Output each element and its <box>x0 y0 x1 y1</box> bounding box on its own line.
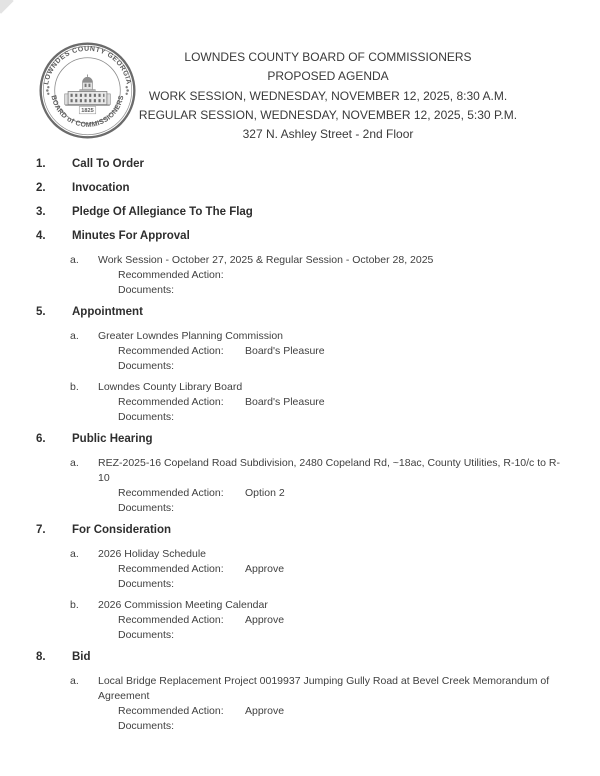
section-title: Pledge Of Allegiance To The Flag <box>72 206 253 218</box>
item-text: Work Session - October 27, 2025 & Regular Session - October 28, 2025 <box>98 254 434 266</box>
recommended-action-row <box>118 486 567 501</box>
documents-row <box>118 410 567 425</box>
item-letter: a. <box>70 457 79 469</box>
agenda-item <box>70 598 567 643</box>
recommended-action-row <box>118 562 567 577</box>
header-line-doc-type: PROPOSED AGENDA <box>267 69 389 84</box>
recommended-action-row <box>118 395 567 410</box>
item-letter: a. <box>70 548 79 560</box>
header-line-org: LOWNDES COUNTY BOARD OF COMMISSIONERS <box>184 50 472 64</box>
documents-value <box>245 628 567 643</box>
agenda-item <box>70 456 567 516</box>
section-title: Public Hearing <box>72 433 153 445</box>
documents-label: Documents: <box>118 578 175 590</box>
agenda-section-appointment <box>36 305 567 425</box>
section-number: 7. <box>36 524 46 536</box>
document-header <box>0 40 600 144</box>
header-line-work-session: WORK SESSION, WEDNESDAY, NOVEMBER 12, 2025, 8:30 A.M. <box>148 88 508 103</box>
section-title: Minutes For Approval <box>72 230 190 242</box>
recommended-action-label: Recommended Action: <box>118 396 224 408</box>
section-title: Call To Order <box>72 158 144 170</box>
agenda-section-call-to-order <box>36 157 567 172</box>
item-text: Lowndes County Library Board <box>98 381 243 393</box>
section-title: Appointment <box>72 306 143 318</box>
documents-value <box>245 501 567 516</box>
documents-row <box>118 719 567 734</box>
agenda-section-pledge <box>36 205 567 220</box>
agenda-body <box>36 150 567 739</box>
recommended-action-label: Recommended Action: <box>118 614 224 626</box>
item-letter: a. <box>70 254 79 266</box>
recommended-action-value <box>245 268 567 283</box>
agenda-item <box>70 547 567 592</box>
recommended-action-value: Approve <box>245 614 285 626</box>
recommended-action-row <box>118 344 567 359</box>
documents-label: Documents: <box>118 411 175 423</box>
item-letter: b. <box>70 599 79 611</box>
item-text: REZ-2025-16 Copeland Road Subdivision, 2480 Copeland Rd, ~18ac, County Utilities, R-10/c to R-10 <box>98 457 560 484</box>
documents-row <box>118 577 567 592</box>
section-number: 3. <box>36 206 46 218</box>
recommended-action-value: Approve <box>245 705 285 717</box>
agenda-item <box>70 329 567 374</box>
section-title: Invocation <box>72 182 130 194</box>
agenda-item <box>70 380 567 425</box>
recommended-action-value: Board's Pleasure <box>245 345 325 357</box>
section-number: 1. <box>36 158 46 170</box>
recommended-action-row <box>118 268 567 283</box>
agenda-item <box>70 674 567 734</box>
seal-left-ornament-icon <box>46 86 49 95</box>
section-number: 8. <box>36 651 46 663</box>
documents-label: Documents: <box>118 720 175 732</box>
documents-value <box>245 410 567 425</box>
section-title: Bid <box>72 651 91 663</box>
agenda-section-bid <box>36 650 567 734</box>
agenda-section-public-hearing <box>36 432 567 516</box>
seal-bottom-text: BOARD of COMMISSIONERS <box>49 94 126 129</box>
scan-corner-artifact <box>0 0 14 14</box>
documents-value <box>245 577 567 592</box>
recommended-action-row <box>118 613 567 628</box>
header-line-address: 327 N. Ashley Street - 2nd Floor <box>242 127 414 142</box>
section-title: For Consideration <box>72 524 172 536</box>
recommended-action-label: Recommended Action: <box>118 345 224 357</box>
agenda-section-minutes <box>36 229 567 298</box>
recommended-action-label: Recommended Action: <box>118 487 224 499</box>
documents-value <box>245 359 567 374</box>
documents-row <box>118 283 567 298</box>
recommended-action-label: Recommended Action: <box>118 563 224 575</box>
recommended-action-value: Option 2 <box>245 487 285 499</box>
header-line-regular-session: REGULAR SESSION, WEDNESDAY, NOVEMBER 12, 2025, 5:30 P.M. <box>138 107 518 122</box>
documents-label: Documents: <box>118 502 175 514</box>
item-text: 2026 Commission Meeting Calendar <box>98 599 268 611</box>
recommended-action-label: Recommended Action: <box>118 269 224 281</box>
documents-label: Documents: <box>118 284 175 296</box>
recommended-action-value: Approve <box>245 563 285 575</box>
documents-value <box>245 719 567 734</box>
documents-row <box>118 501 567 516</box>
item-letter: a. <box>70 330 79 342</box>
recommended-action-value: Board's Pleasure <box>245 396 325 408</box>
item-letter: a. <box>70 675 79 687</box>
agenda-section-for-consideration <box>36 523 567 643</box>
seal-year: 1825 <box>81 108 94 115</box>
recommended-action-row <box>118 704 567 719</box>
recommended-action-label: Recommended Action: <box>118 705 224 717</box>
item-text: 2026 Holiday Schedule <box>98 548 206 560</box>
section-number: 6. <box>36 433 46 445</box>
seal-top-text: LOWNDES COUNTY GEORGIA <box>43 45 132 86</box>
agenda-section-invocation <box>36 181 567 196</box>
documents-row <box>118 628 567 643</box>
documents-label: Documents: <box>118 629 175 641</box>
agenda-item <box>70 253 567 298</box>
documents-value <box>245 283 567 298</box>
documents-row <box>118 359 567 374</box>
item-letter: b. <box>70 381 79 393</box>
item-text: Greater Lowndes Planning Commission <box>98 330 284 342</box>
header-title-block <box>56 48 600 144</box>
section-number: 5. <box>36 306 46 318</box>
documents-label: Documents: <box>118 360 175 372</box>
section-number: 4. <box>36 230 46 242</box>
section-number: 2. <box>36 182 46 194</box>
item-text: Local Bridge Replacement Project 0019937 Jumping Gully Road at Bevel Creek Memorandum of Agreement <box>98 675 550 702</box>
